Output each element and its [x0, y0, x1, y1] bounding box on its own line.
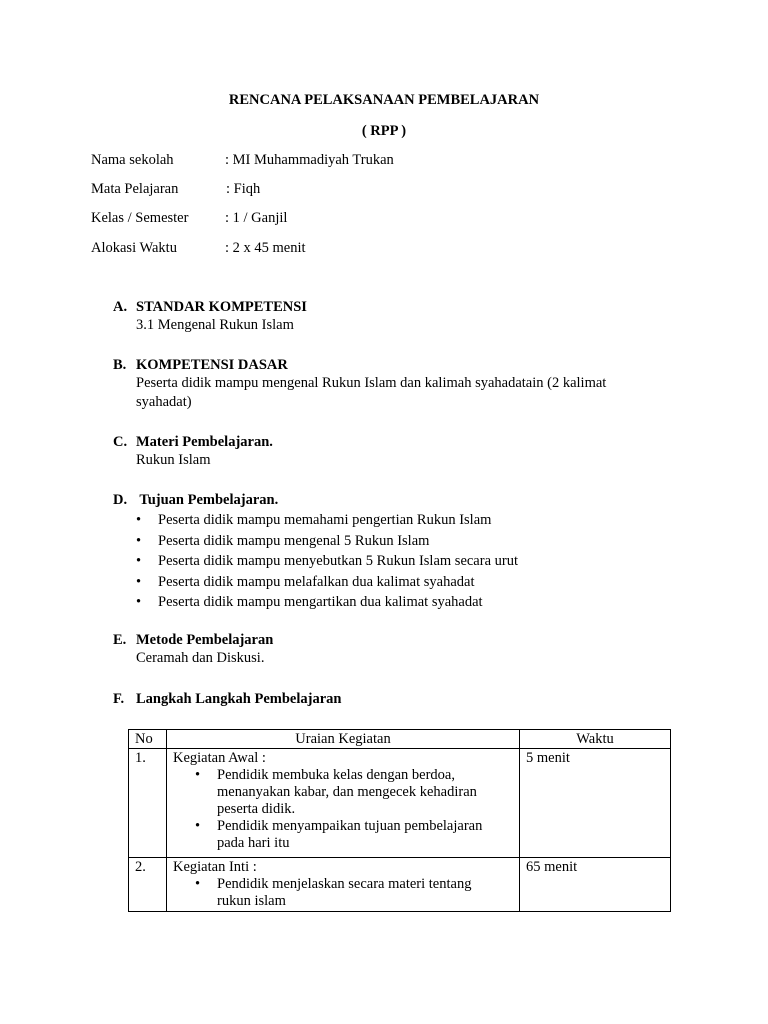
column-header: No — [129, 730, 167, 749]
time-cell: 65 menit — [520, 858, 671, 912]
info-label: Mata Pelajaran — [91, 181, 179, 197]
activity-cell — [167, 749, 520, 858]
info-value: : 2 x 45 menit — [225, 240, 306, 256]
info-value: : 1 / Ganjil — [225, 210, 288, 226]
list-item-line: • Pendidik menjelaskan secara materi tentang — [217, 876, 472, 892]
steps-table — [128, 729, 671, 912]
table-row — [129, 749, 671, 858]
document-title: RENCANA PELAKSANAAN PEMBELAJARAN — [228, 92, 540, 108]
list-item: • Peserta didik mampu melafalkan dua kalimat syahadat — [158, 572, 673, 593]
info-label: Alokasi Waktu — [91, 240, 177, 256]
section-materi — [113, 434, 673, 470]
activity-title: Kegiatan Inti : — [173, 859, 257, 875]
list-item: • Peserta didik mampu menyebutkan 5 Rukun Islam secara urut — [158, 551, 673, 572]
section-heading: Tujuan Pembelajaran. — [136, 492, 279, 508]
list-item — [217, 818, 513, 852]
info-label: Nama sekolah — [91, 152, 174, 168]
column-header: Uraian Kegiatan — [167, 730, 520, 749]
activity-title: Kegiatan Awal : — [173, 750, 266, 766]
list-item: • Peserta didik mampu mengenal 5 Rukun Islam — [158, 531, 673, 552]
section-letter: B. — [113, 357, 127, 373]
list-item-line: rukun islam — [217, 893, 286, 909]
info-label: Kelas / Semester — [91, 210, 189, 226]
section-letter: F. — [113, 691, 125, 707]
list-item: • Peserta didik mampu mengartikan dua kalimat syahadat — [158, 592, 673, 613]
info-value: : Fiqh — [226, 181, 261, 197]
section-heading: Materi Pembelajaran. — [136, 434, 273, 450]
info-value: : MI Muhammadiyah Trukan — [225, 152, 394, 168]
section-tujuan — [113, 492, 673, 613]
list-item-line: • Pendidik membuka kelas dengan berdoa, — [217, 767, 455, 783]
section-langkah — [113, 691, 673, 708]
section-letter: E. — [113, 632, 127, 648]
section-standar-kompetensi — [113, 299, 673, 335]
section-body-line: syahadat) — [136, 394, 192, 410]
list-item — [217, 876, 513, 910]
section-body: Rukun Islam — [136, 452, 211, 468]
section-heading: STANDAR KOMPETENSI — [136, 299, 307, 315]
list-item-line: menanyakan kabar, dan mengecek kehadiran — [217, 784, 477, 800]
section-body: Ceramah dan Diskusi. — [136, 650, 265, 666]
list-item-line: • Pendidik menyampaikan tujuan pembelajaran — [217, 818, 483, 834]
row-number: 1. — [129, 749, 167, 858]
section-letter: C. — [113, 434, 128, 450]
section-heading: KOMPETENSI DASAR — [136, 357, 288, 373]
section-kompetensi-dasar — [113, 357, 673, 412]
time-cell: 5 menit — [520, 749, 671, 858]
table-row — [129, 858, 671, 912]
activity-cell — [167, 858, 520, 912]
section-letter: A. — [113, 299, 128, 315]
section-body-line: Peserta didik mampu mengenal Rukun Islam dan kalimah syahadatain (2 kalimat — [136, 375, 607, 391]
section-heading: Metode Pembelajaran — [136, 632, 274, 648]
list-item-line: pada hari itu — [217, 835, 290, 851]
table-header-row — [129, 730, 671, 749]
section-heading: Langkah Langkah Pembelajaran — [136, 691, 342, 707]
objectives-list — [113, 510, 673, 613]
column-header: Waktu — [520, 730, 671, 749]
section-letter: D. — [113, 492, 128, 508]
document-subtitle: ( RPP ) — [361, 123, 407, 139]
section-metode — [113, 632, 673, 668]
row-number: 2. — [129, 858, 167, 912]
list-item — [217, 767, 513, 818]
list-item-line: peserta didik. — [217, 801, 296, 817]
list-item: • Peserta didik mampu memahami pengertian Rukun Islam — [158, 510, 673, 531]
section-body: 3.1 Mengenal Rukun Islam — [136, 317, 294, 333]
